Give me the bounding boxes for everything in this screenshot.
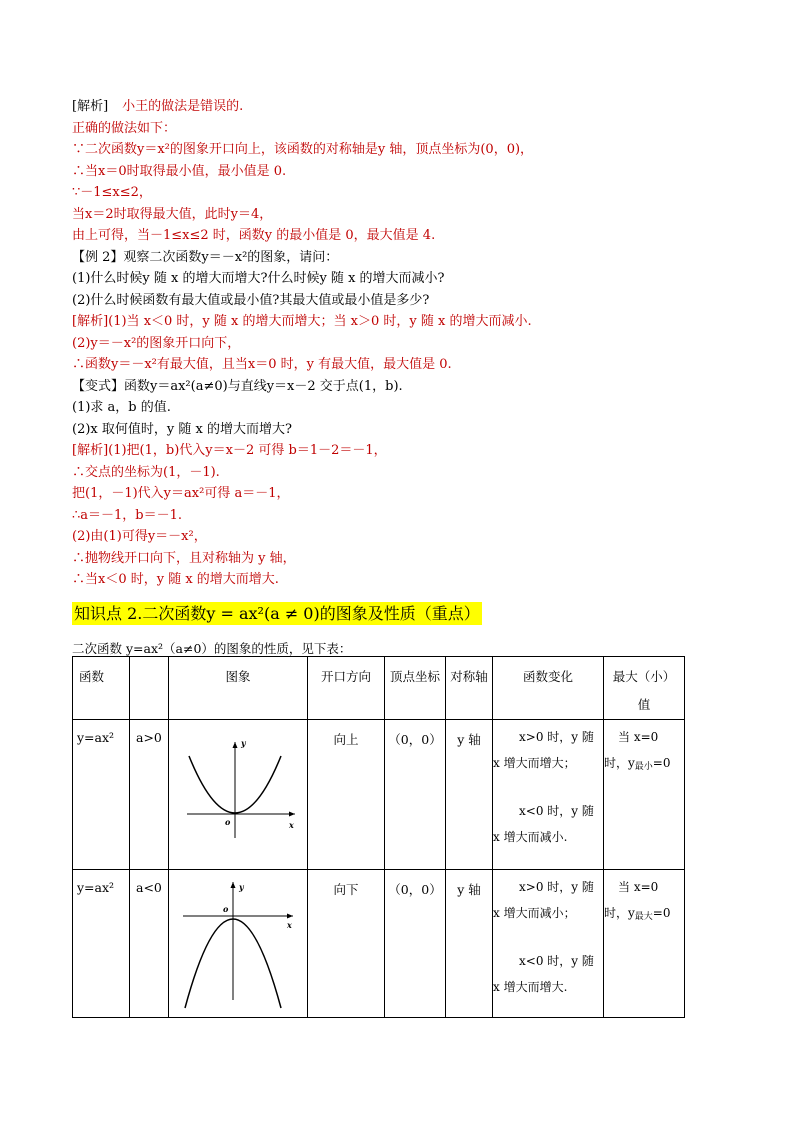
vertex-cell: （0，0） <box>388 732 442 747</box>
properties-table <box>72 656 685 1018</box>
question-line: (1)什么时候y 随 x 的增大而增大?什么时候y 随 x 的增大而减小? <box>72 271 445 286</box>
text-line: (2)y＝－x²的图象开口向下， <box>72 335 241 351</box>
text-line: [解析](1)把(1，b)代入y＝x－2 可得 b＝1－2＝－1， <box>72 443 387 458</box>
text-line: ∴交点的坐标为(1，－1). <box>72 464 220 480</box>
origin-label: o <box>225 817 231 827</box>
y-axis-label: y <box>239 882 244 892</box>
question-line: (1)求 a，b 的值. <box>72 400 171 415</box>
table-caption: 二次函数 y=ax²（a≠0）的图象的性质，见下表： <box>72 640 352 656</box>
header-function: 函数 <box>73 657 130 720</box>
table-row <box>73 720 685 870</box>
variant-heading: 【变式】函数y＝ax²(a≠0)与直线y＝x－2 交于点(1，b). <box>72 378 403 394</box>
analysis-heading: [解析] 小王的做法是错误的. <box>72 99 244 114</box>
condition-cell: a>0 <box>136 730 162 745</box>
extreme-cell: 当 x=0 时，$y_{最大}=0$ <box>604 870 685 1018</box>
header-opening: 开口方向 <box>308 657 385 720</box>
text-line: 由上可得，当－1≤x≤2 时，函数y 的最小值是 0，最大值是 4. <box>72 228 436 243</box>
text-line: ∴a＝－1，b＝－1. <box>72 507 183 523</box>
table-header-row <box>73 657 685 720</box>
text-line: 把(1，－1)代入y＝ax²可得 a＝－1， <box>72 486 290 501</box>
header-extreme: 最大（小） 值 <box>604 657 685 720</box>
header-vertex: 顶点坐标 <box>385 657 446 720</box>
x-axis-label: x <box>289 820 294 830</box>
header-graph: 图象 <box>169 657 308 720</box>
axis-cell: y 轴 <box>457 732 481 747</box>
question-line: (2)x 取何值时，y 随 x 的增大而增大? <box>72 421 292 437</box>
change-cell: x>0 时，y 随 x 增大而增大； x<0 时，y 随 x 增大而减小. <box>493 720 604 870</box>
text-line: ∴当x＝0时取得最小值，最小值是 0. <box>72 163 287 179</box>
example-2-heading: 【例 2】观察二次函数y＝－x²的图象，请问： <box>72 249 339 265</box>
y-axis-label: y <box>241 738 246 748</box>
axis-cell: y 轴 <box>457 882 481 897</box>
parabola-up-graph <box>169 720 307 866</box>
text-line: ∴抛物线开口向下，且对称轴为 y 轴， <box>72 550 296 566</box>
header-change: 函数变化 <box>493 657 604 720</box>
condition-cell: a<0 <box>136 880 162 895</box>
text-line: ∵二次函数y＝x²的图象开口向上，该函数的对称轴是y 轴，顶点坐标为(0，0)， <box>72 142 534 157</box>
text-line: 正确的做法如下： <box>72 120 177 136</box>
origin-label: o <box>223 904 229 914</box>
header-blank <box>130 657 169 720</box>
parabola-down-graph <box>169 870 307 1014</box>
vertex-cell: （0，0） <box>388 882 442 897</box>
function-cell: y=ax² <box>77 730 115 745</box>
extreme-cell: 当 x=0 时，$y_{最小}=0$ <box>604 720 685 870</box>
header-axis: 对称轴 <box>446 657 493 720</box>
x-axis-label: x <box>287 920 292 930</box>
text-line: (2)由(1)可得y＝－x²， <box>72 529 207 544</box>
text-line: 当x＝2时取得最大值，此时y＝4， <box>72 206 273 222</box>
text-line: ∵－1≤x≤2， <box>72 185 152 200</box>
solution-text <box>72 96 712 659</box>
opening-cell: 向上 <box>333 732 359 747</box>
text-line: [解析](1)当 x＜0 时，y 随 x 的增大而增大；当 x＞0 时，y 随 x 的增大而减小. <box>72 314 532 329</box>
text-line: ∴当x＜0 时，y 随 x 的增大而增大. <box>72 572 279 587</box>
text-line: ∴函数y＝－x²有最大值，且当x＝0 时，y 有最大值，最大值是 0. <box>72 357 452 372</box>
change-cell: x>0 时，y 随 x 增大而减小； x<0 时，y 随 x 增大而增大. <box>493 870 604 1018</box>
table-row <box>73 870 685 1018</box>
question-line: (2)什么时候函数有最大值或最小值?其最大值或最小值是多少? <box>72 292 430 308</box>
knowledge-point-heading: 知识点 2.二次函数y = ax²(a ≠ 0)的图象及性质（重点） <box>74 603 480 623</box>
function-cell: y=ax² <box>77 880 115 895</box>
opening-cell: 向下 <box>333 882 359 897</box>
